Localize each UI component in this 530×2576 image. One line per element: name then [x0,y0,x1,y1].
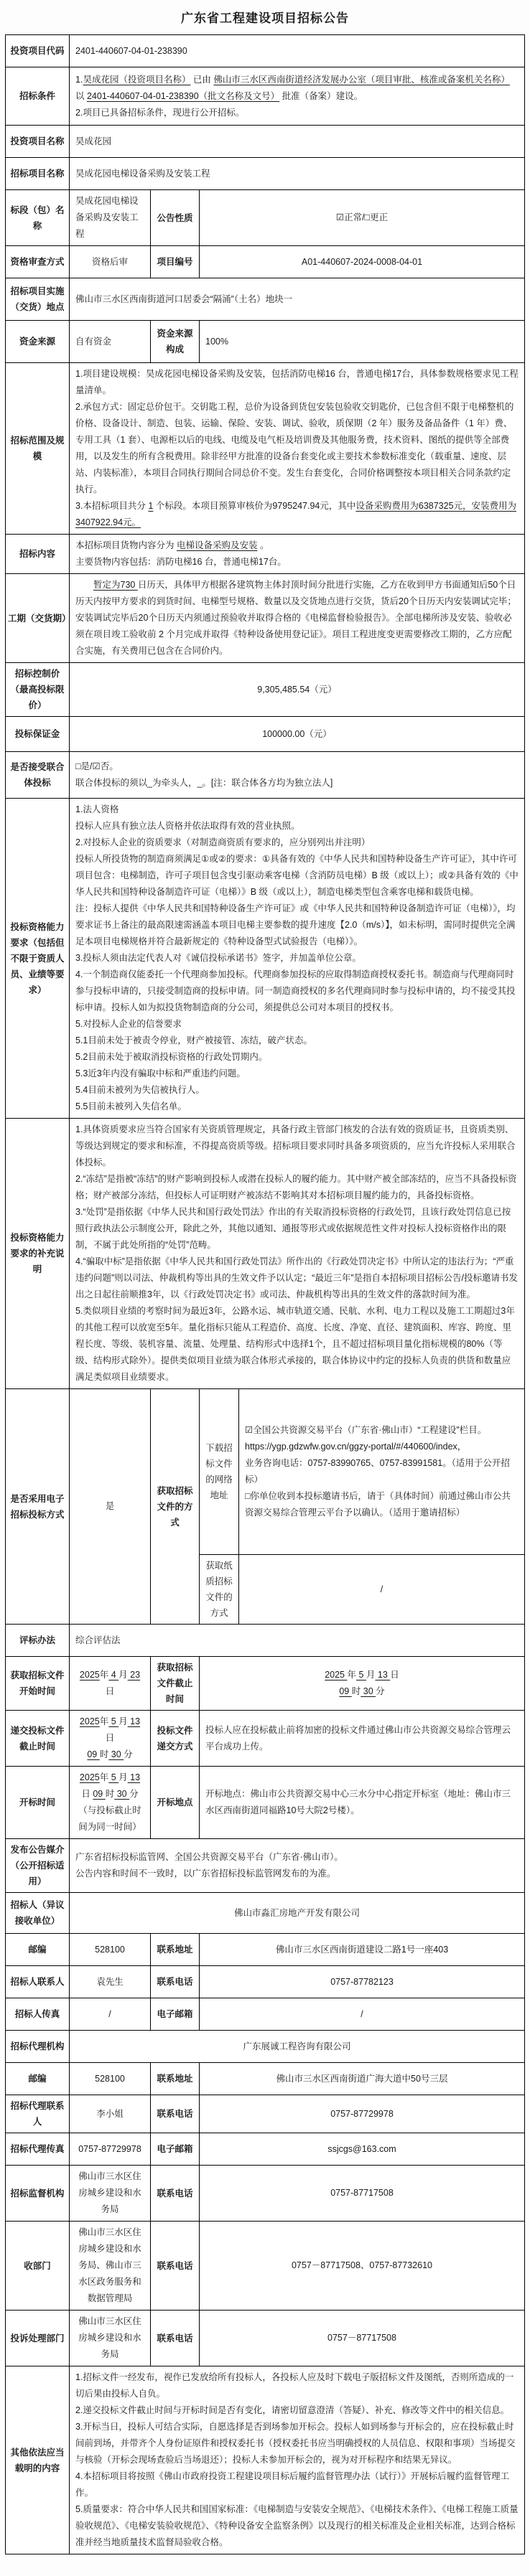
tender-project-name-value: 昊成花园电梯设备采购及安装工程 [70,158,525,190]
table-row [6,1767,525,1839]
announcement-media-value: 广东省招标投标监管网、全国公共资源交易平台（广东省·佛山市）。 公告内容和时间不一致时，以广东省招标投标监管网发布的为准。 [70,1839,525,1893]
evaluation-method-value: 综合评估法 [70,1625,525,1657]
field-label: 联系电话 [151,2095,200,2133]
field-label: 投诉处理部门 [6,2311,70,2366]
table-row [6,1625,525,1657]
table-row [6,35,525,67]
field-label: 联系电话 [151,1966,200,1998]
field-label: 招标人（异议接收单位） [6,1893,70,1934]
field-label: 下载招标文件的网络地址 [200,1389,239,1555]
field-label: 资金来源 [6,321,70,363]
table-row [6,67,525,126]
field-label: 投资项目代码 [6,35,70,67]
table-row [6,278,525,321]
field-label: 招标条件 [6,67,70,126]
table-row [6,1711,525,1767]
field-label: 获取纸质招标文件的方式 [200,1555,239,1625]
tenderer-postcode-value: 528100 [70,1934,151,1966]
table-row [6,2133,525,2166]
table-row [6,321,525,363]
tenderer-contact-value: 袁先生 [70,1966,151,1998]
field-label: 招标人传真 [6,1998,70,2031]
field-label: 招标控制价（最高投标限价） [6,663,70,717]
agency-postcode-value: 528100 [70,2063,151,2095]
tenderer-address-value: 佛山市三水区西南街道建设二路1号一座403 [200,1934,525,1966]
tenderer-email-value: / [200,1998,525,2031]
agency-email-value: ssjcgs@163.com [200,2133,525,2166]
field-label: 发布公告媒介（公开招标适用） [6,1839,70,1893]
table-row [6,2311,525,2366]
tender-announcement-table [5,34,525,2554]
tenderer-phone-value: 0757-87782123 [200,1966,525,1998]
agency-contact-value: 李小姐 [70,2095,151,2133]
table-row [6,2366,525,2554]
table-row [6,1389,525,1555]
table-row [6,1119,525,1389]
field-label: 邮编 [6,2063,70,2095]
complaint-dept-value: 佛山市三水区住房城乡建设和水务局 [70,2311,151,2366]
field-label: 电子邮箱 [151,1998,200,2031]
field-label: 其他依法应当载明的内容 [6,2366,70,2554]
tender-content-value: 本招标项目货物内容分为 电梯设备采购及安装 。 主要货物内容包括：消防电梯16 台，普通电梯17台。 [70,535,525,574]
field-label: 联系电话 [151,2311,200,2366]
tenderer-value: 佛山市淼汇房地产开发有限公司 [70,1893,525,1934]
agency-phone-value: 0757-87729978 [200,2095,525,2133]
table-row [6,717,525,752]
field-label: 联系电话 [151,2222,200,2311]
section-name-value: 昊成花园电梯设备采购及安装工程 [70,190,151,246]
receiving-dept-value: 佛山市三水区住房城乡建设和水务局、佛山市三水区政务服务和数据管理局 [70,2222,151,2311]
project-number-value: A01-440607-2024-0008-04-01 [200,246,525,278]
paper-method-value: / [239,1555,525,1625]
download-address-value: ☑全国公共资源交易平台（广东省·佛山市）“工程建设”栏目。 https://ygp.gdzwfw.gov.cn/ggzy-portal/#/440600/index， 业务咨询电话：0757-83990765、0757-83991581。（适用于公开招标） □你单位收到本投标邀请书后，请于（具体时间）前通过佛山市公共资源交易综合管理云平台予以确认。（适用于邀请招标） [239,1389,525,1555]
field-label: 电子邮箱 [151,2133,200,2166]
table-row [6,574,525,663]
field-label: 递交投标文件截止时间 [6,1711,70,1767]
page-title: 广东省工程建设项目招标公告 [181,11,349,25]
other-contents-value: 1.招标文件一经发布，视作已发放给所有投标人，各投标人应及时下载电子版招标文件及图纸，否则所造成的一切后果由投标人自负。 2.递交投标文件截止时间与开标时间是否有变化，请密切留意澄清（答疑）、补充、修改等文件中的相关信息。 3.开标当日，投标人可结合实际，自愿选择是否到场参加开标会。投标人如到场参与开标会的，应在投标截止时间前到场，并带齐个人身份证原件和授权委托书（授权委托书应当明确授权的人员信息、权限和事项）当场提交与核验（开标会现场查验后当场退还）；投标人未参加开标会的，视为对开标程序和结果无异议。 4.本招标项目将按照《佛山市政府投资工程建设项目标后履约监督管理办法（试行）》开展标后履约监督管理工作。 5.质量要求：符合中华人民共和国国家标准：《电梯制造与安装安全规范》、《电梯技术条件》、《电梯工程施工质量验收规范》、《电梯安装验收规范》、《特种设备安全监察条例》以及现行的相关标准及企业相关标准，达到合格标准并经当地质量技术监督局验收合格。 [70,2366,525,2554]
opening-place-value: 开标地点：佛山市公共资源交易中心三水分中心指定开标室（地址：佛山市三水区西南街道同福路10号大院2号楼）。 [200,1767,525,1839]
field-label: 投标资格能力要求（包括但不限于资质人员、业绩等要求） [6,799,70,1119]
opening-time-value: 2025年 5 月 13 日 09 时 30 分（与投标截止时间为同一时间） [70,1767,151,1839]
table-row [6,535,525,574]
agency-fax-value: 0757-87729978 [70,2133,151,2166]
tender-conditions-value: 1.昊成花园（投资项目名称） 已由 佛山市三水区西南街道经济发展办公室（项目审批、核准或备案机关名称） 以 2401-440607-04-01-238390（批文名称及文号） 批准（备案）建设。 2.项目已具备招标条件，现进行公开招标。 [70,67,525,126]
table-row [6,1966,525,1998]
field-label: 标段（包）名称 [6,190,70,246]
field-label: 招标监督机构 [6,2166,70,2222]
fund-composition-value: 100% [200,321,525,363]
table-row [6,190,525,246]
agency-value: 广东展诚工程咨询有限公司 [70,2031,525,2063]
field-label: 项目编号 [151,246,200,278]
delivery-place-value: 佛山市三水区西南街道河口居委会“隔涌”（土名）地块一 [70,278,525,321]
complaint-phone-value: 0757－87717508 [200,2311,525,2366]
investment-code-value: 2401-440607-04-01-238390 [70,35,525,67]
fund-source-value: 自有资金 [70,321,151,363]
obtain-start-time-value: 2025年 4 月 23 日 [70,1657,151,1711]
table-row [6,1893,525,1934]
table-row [6,1934,525,1966]
qualification-requirements-value: 1.法人资格 投标人应具有独立法人资格并依法取得有效的营业执照。 2.对投标人企业的资质要求（对制造商资质有要求的，应分别列出并注明） 投标人所投货物的制造商须满足①或②的要求：①具备有效的《中华人民共和国特种设备生产许可证》，其中许可项目包含：电梯制造，许可子项目包含曳引驱动乘客电梯（含消防员电梯）B 级（或以上）；或②具备有效的《中华人民共和国特种设备制造许可证（电梯）》B 级（或以上），制造电梯类型包含乘客电梯和载货电梯。 注：投标人提供《中华人民共和国特种设备生产许可证》或《中华人民共和国特种设备制造许可证（电梯）》，均要求证书上备注的最高限速需涵盖本项目电梯主要参数的提升速度【2.0（m/s）】，如未标明，需同时提供完全满足本项目电梯规格并符合最新规定的《特种设备型式试验报告（电梯）》。 3.投标人须由法定代表人对《诚信投标承诺书》签字，并加盖单位公章。 4.一个制造商仅能委托一个代理商参加投标。代理商参加投标的应取得制造商授权委托书。制造商与代理商同时参与投标申请的，只接受制造商的投标申请。同一制造商授权的多名代理商同时参与投标申请的，均不接受其投标申请。投标人如为拟投货物制造商的分公司，须提供总公司对本项目的授权书。 5.对投标人企业的信誉要求 5.1目前未处于被责令停业，财产被接管、冻结，破产状态。 5.2目前未处于被取消投标资格的行政处罚期内。 5.3近3年内没有骗取中标和严重违约问题。 5.4目前未被列为失信被执行人。 5.5目前未被列入失信名单。 [70,799,525,1119]
field-label: 是否接受联合体投标 [6,752,70,799]
field-label: 投标文件递交方式 [151,1711,200,1767]
table-row [6,2063,525,2095]
table-row [6,2222,525,2311]
submission-method-value: 投标人应在投标截止前将加密的投标文件通过佛山市公共资源交易综合管理云平台成功上传。 [200,1711,525,1767]
control-price-value: 9,305,485.54（元） [70,663,525,717]
field-label: 开标地点 [151,1767,200,1839]
field-label: 招标范围及规模 [6,363,70,535]
table-row [6,752,525,799]
field-label: 招标人联系人 [6,1966,70,1998]
table-row [6,126,525,158]
field-label: 是否采用电子招标投标方式 [6,1389,70,1625]
agency-address-value: 佛山市三水区西南街道广海大道中50号三层 [200,2063,525,2095]
submission-deadline-value: 2025年 5 月 13 日 09 时 30 分 [70,1711,151,1767]
bid-bond-value: 100000.00（元） [70,717,525,752]
table-row [6,1657,525,1711]
supervision-phone-value: 0757-87717508 [200,2166,525,2222]
field-label: 投标保证金 [6,717,70,752]
electronic-bidding-value: 是 [70,1389,151,1625]
field-label: 投资项目名称 [6,126,70,158]
table-row [6,2095,525,2133]
field-label: 工期（交货期） [6,574,70,663]
supervision-org-value: 佛山市三水区住房城乡建设和水务局 [70,2166,151,2222]
table-row [6,1839,525,1893]
duration-value: 暂定为730 日历天，具体甲方根据各建筑物主体封顶时间分批进行实施，乙方在收到甲方书面通知后50个日历天内按甲方要求的到货时间、电梯型号规格、数量以及交货地点进行交货，货后20个日历天内安装调试完毕；安装调试完毕后20个日历天内须通过预验收并取得合格的《电梯监督检验报告》。全部电梯所涉及安装、验收必须在项目竣工验收前 2 个月完成并取得《特种设备使用登记证》。项目工程进度变更需要修改工期的，乙方应配合实施，有关费用已包含在合同价内。 [70,574,525,663]
field-label: 获取招标文件开始时间 [6,1657,70,1711]
table-row [6,799,525,1119]
obtain-deadline-value: 2025 年 5 月 13 日 09 时 30 分 [200,1657,525,1711]
field-label: 招标代理传真 [6,2133,70,2166]
field-label: 资格审查方式 [6,246,70,278]
table-row [6,1998,525,2031]
notice-nature-value: ☑正常/□更正 [200,190,525,246]
field-label: 公告性质 [151,190,200,246]
field-label: 获取招标文件截止时间 [151,1657,200,1711]
table-row [6,663,525,717]
field-label: 邮编 [6,1934,70,1966]
table-row [6,158,525,190]
field-label: 联系地址 [151,2063,200,2095]
field-label: 招标代理联系人 [6,2095,70,2133]
receiving-phone-value: 0757－87717508、0757-87732610 [200,2222,525,2311]
field-label: 招标内容 [6,535,70,574]
field-label: 招标项目实施（交货）地点 [6,278,70,321]
table-row [6,2031,525,2063]
field-label: 投标资格能力要求的补充说明 [6,1119,70,1389]
field-label: 联系地址 [151,1934,200,1966]
field-label: 招标项目名称 [6,158,70,190]
table-row [6,2166,525,2222]
table-row [6,246,525,278]
field-label: 联系电话 [151,2166,200,2222]
qualification-review-value: 资格后审 [70,246,151,278]
investment-name-value: 昊成花园 [70,126,525,158]
qualification-supplement-value: 1.具体资质要求应当符合国家有关资质管理规定，具备行政主管部门核发的合法有效的资质证书，且资质类别、等级达到规定的要求和标准，不得提高资质等级。招标项目要求同时具备多项资质的，应当允许投标人采用联合体投标。 2.“冻结”是指被“冻结”的财产影响到投标人或潜在投标人的履约能力。其中财产被全部冻结的，应当不具备投标资格；财产被部分冻结，但投标人可证明财产被冻结不影响其对本招标项目履约能力的，具备投标资格。 3.“处罚”是指依据《中华人民共和国行政处罚法》作出的有关取消投标资格的行政处罚，且该行政处罚信息已按照行政执法公示制度公开，除此之外，其他以通知、通报等形式或依据规范性文件对投标人投标资格作出的限制，不属于此处所指的“处罚”范畴。 4.“骗取中标”是指依据《中华人民共和国行政处罚法》所作出的《行政处罚决定书》中所认定的违法行为；“严重违约问题”则以司法、仲裁机构等出具的生效文件予以认定；“最近三年”是指自本招标项目招标公告/投标邀请书发出之日起往前顺推3年，以《行政处罚决定书》或司法、仲裁机构等出具的生效文件的落款时间为准。 5.类似项目业绩的考察时间为最近3年，公路水运、城市轨道交通、民航、水利、电力工程以及施工工期超过3年的其他工程可以放宽至5年。量化指标只能从工程造价、高度、长度、净宽、直径、建筑面积、库容、跨度、里程长度、等级、装机容量、流量、处理量、结构形式中选择1个，且不超过招标项目量化指标规模的80%（等级、结构形式除外）。提供类似项目业绩为联合体形式承接的，联合体协议中约定的投标人负责的供货和数量应满足类似项目业绩要求。 [70,1119,525,1389]
field-label: 招标代理机构 [6,2031,70,2063]
field-label: 资金来源构成 [151,321,200,363]
table-row [6,363,525,535]
field-label: 获取招标文件的方式 [151,1389,200,1625]
consortium-value: □是/☑否。 联合体投标的须以_为牵头人，_。[注：联合体各方均为独立法人] [70,752,525,799]
tenderer-fax-value: / [70,1998,151,2031]
field-label: 开标时间 [6,1767,70,1839]
field-label: 评标办法 [6,1625,70,1657]
scope-value: 1.项目建设规模：昊成花园电梯设备采购及安装，包括消防电梯16 台，普通电梯17台，具体参数规格要求见工程量清单。 2.承包方式：固定总价包干。交钥匙工程，总价为设备到货包安装包验收交钥匙价，已包含但不限于电梯整机的价格、设备设计、制造、包装、运输、保险、安装、调试、验收，质保期（2 年）服务及备品备件（1 年）费、专用工具（1 套）、电源柜以后的电线、电缆及电气柜及培训费及其他服务费，技术资料、图纸的提供等全部费用，以及发生的所有含税费用。除非经甲方批准的设备台套变化或主要技术参数标准变化（载重量、速度、层站、内装标准），本项目合同执行期间合同总价不变。发生台套变化，合同价格调整按本项目相关合同条款约定执行。 3.本招标项目共分 1 个标段。本项目预算审核价为9795247.94元，其中设备采购费用为6387325元，安装费用为3407922.94元。 [70,363,525,535]
field-label: 收部门 [6,2222,70,2311]
